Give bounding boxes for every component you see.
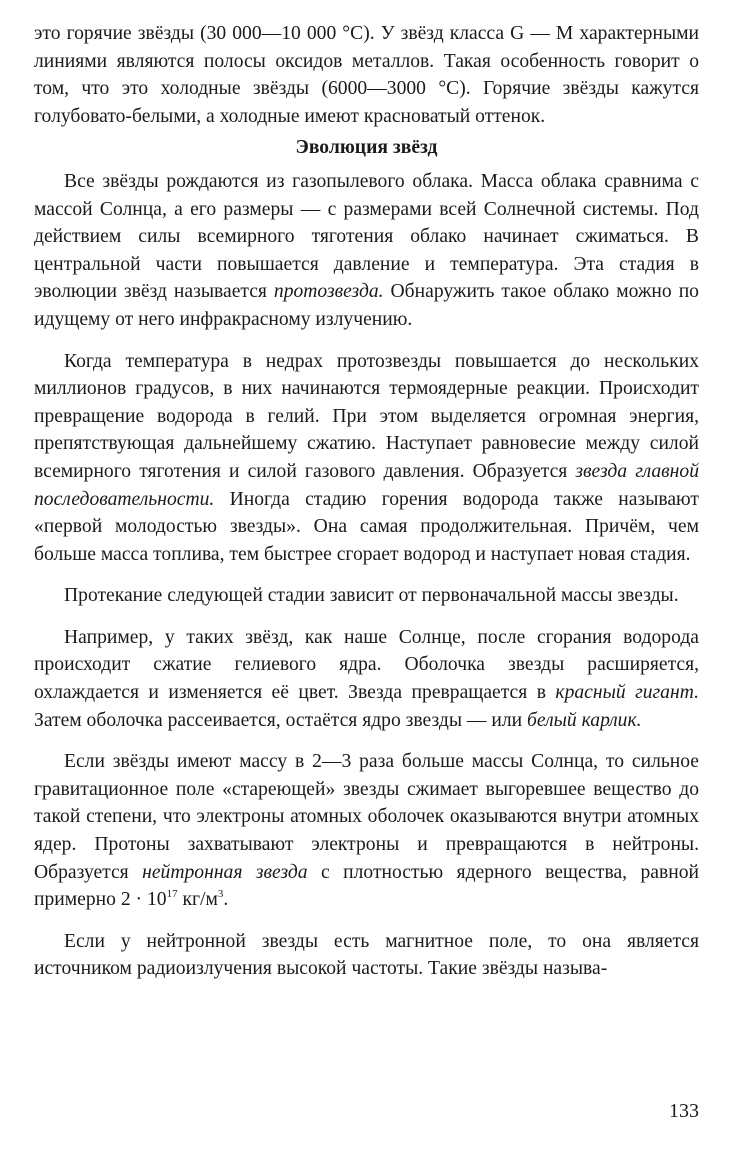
page-text <box>34 20 699 983</box>
text-run: Например, у таких звёзд, как наше Солнце, после сгорания водорода происходит сжатие гелиевого ядра. Оболочка звезды расширяется, охлаждается и изменяется её цвет. Звезда превращается в <box>34 626 699 704</box>
paragraph-pulsar: Если у нейтронной звезды есть магнитное поле, то она является источником радиоизлучения высокой частоты. Такие звёзды называ- <box>34 930 699 980</box>
paragraph-continuation: это горячие звёзды (30 000—10 000 °С). У звёзд класса G — М характерными линиями являются полосы оксидов металлов. Такая особенность говорит о том, что это холодные звёзды (6000—3000 °С). Горячие звёзды кажутся голубовато-белыми, а холодные имеют красноватый оттенок. <box>34 23 699 127</box>
paragraph-next-stage: Протекание следующей стадии зависит от первоначальной массы звезды. <box>64 585 679 607</box>
exponent: 3 <box>217 888 224 901</box>
page-number: 133 <box>669 1100 699 1122</box>
paragraph-red-giant <box>34 624 699 734</box>
term-white-dwarf: белый карлик. <box>527 709 642 731</box>
text-run: Когда температура в недрах протозвезды повышается до нескольких миллионов градусов, в них начинаются термоядерные реакции. Происходит превращение водорода в гелий. При этом выделяется огромная энергия, препятствующая дальнейшему сжатию. Наступает равновесие между силой всемирного тяготения и силой газового давления. Образуется <box>34 350 699 482</box>
text-run: с плотностью ядерного вещества, равной примерно 2 · 10 <box>34 861 700 911</box>
term-red-giant: красный гигант. <box>555 682 699 704</box>
text-run: Затем оболочка рассеивается, остаётся ядро звезды — или <box>34 709 528 731</box>
paragraph-neutron-star <box>34 748 699 914</box>
text-run: Если звёзды имеют массу в 2—3 раза больше массы Солнца, то сильное гравитационное поле «стареющей» звезды сжимает выгоревшее вещество до такой степени, что электроны атомных оболочек оказываются внутри атомных ядер. Протоны захватывают электроны и превращаются в нейтроны. Образуется <box>34 751 699 883</box>
text-run: Иногда стадию горения водорода также называют «первой молодостью звезды». Она самая продолжительная. Причём, чем больше масса топлива, тем быстрее сгорает водород и наступает новая стадия. <box>34 488 699 565</box>
paragraph-protostar <box>34 168 699 334</box>
section-heading: Эволюция звёзд <box>295 137 438 159</box>
paragraph-main-sequence <box>34 348 699 569</box>
text-run: . <box>223 889 229 911</box>
exponent: 17 <box>166 888 178 901</box>
term-protostar: протозвезда. <box>273 281 384 303</box>
text-run: кг/м <box>177 889 218 911</box>
term-neutron-star: нейтронная звезда <box>142 861 308 883</box>
text-run: Обнаружить такое облако можно по идущему от него инфракрасному излучению. <box>34 281 699 330</box>
text-run: Все звёзды рождаются из газопылевого облака. Масса облака сравнима с массой Солнца, а его размеры — с размерами всей Солнечной системы. Под действием силы всемирного тяготения облако начинает сжиматься. В центральной части повышается давление и температура. Эта стадия в эволюции звёзд называется <box>34 170 699 303</box>
term-main-sequence: звезда главной последовательности. <box>34 460 699 510</box>
